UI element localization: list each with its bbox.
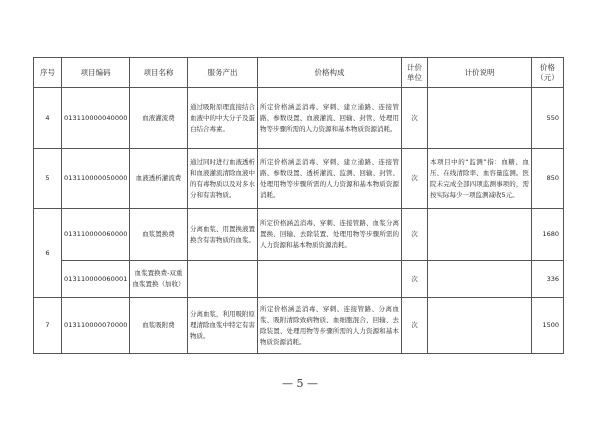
header-note: 计价说明 <box>428 58 532 88</box>
cell-output <box>188 261 258 298</box>
cell-code: 013110000050000 <box>62 149 130 209</box>
cell-unit: 次 <box>402 88 428 149</box>
cell-note <box>428 298 532 354</box>
header-code: 项目编码 <box>62 58 130 88</box>
cell-name: 血液灌流费 <box>130 88 188 149</box>
table-row <box>34 209 564 261</box>
cell-note <box>428 88 532 149</box>
cell-price: 1500 <box>532 298 564 354</box>
cell-output: 通过吸附原理直接结合血液中的中大分子及蛋白结合毒素。 <box>188 88 258 149</box>
cell-output: 通过同时进行血液透析和血液灌流清除血液中的有毒物质以及对多水分和有害物质。 <box>188 149 258 209</box>
cell-unit: 次 <box>402 298 428 354</box>
cell-price: 1680 <box>532 209 564 261</box>
cell-composition <box>258 261 402 298</box>
cell-seq: 7 <box>34 298 62 354</box>
cell-name: 血液透析灌流费 <box>130 149 188 209</box>
cell-seq: 6 <box>34 209 62 298</box>
cell-seq: 5 <box>34 149 62 209</box>
cell-note: 本项目中的“监测”指：血糖、血压、在线清除率、血容量监测。医院未完成全部四项监测事项的，需按实际每少一项监测减收5元。 <box>428 149 532 209</box>
header-composition: 价格构成 <box>258 58 402 88</box>
cell-composition: 所定价格涵盖消毒、穿刺、连接管路、分离血浆、吸附清除致病物质、血细胞混合、回输、去除装置、处理用物等步骤所需的人力资源和基本物质资源消耗。 <box>258 298 402 354</box>
pricing-table <box>33 57 564 354</box>
cell-unit: 次 <box>402 261 428 298</box>
table-row <box>34 149 564 209</box>
table-row <box>34 298 564 354</box>
table-row <box>34 88 564 149</box>
cell-name: 血浆置换费 <box>130 209 188 261</box>
cell-price: 850 <box>532 149 564 209</box>
cell-output: 分离血浆，利用吸附原理清除血浆中特定有害物质。 <box>188 298 258 354</box>
table-header-row <box>34 58 564 88</box>
cell-code: 013110000040000 <box>62 88 130 149</box>
header-output: 服务产出 <box>188 58 258 88</box>
cell-unit: 次 <box>402 209 428 261</box>
cell-code: 013110000060000 <box>62 209 130 261</box>
header-seq: 序号 <box>34 58 62 88</box>
cell-unit: 次 <box>402 149 428 209</box>
cell-composition: 所定价格涵盖消毒、穿刺、建立通路、连接管路、参数设置、透析灌流、监测、回输、封管、处理用物等步骤所需的人力资源和基本物质资源消耗。 <box>258 149 402 209</box>
page-number: — 5 — <box>282 377 318 390</box>
cell-code: 013110000060001 <box>62 261 130 298</box>
cell-output: 分离血浆、用置换液置换含有害物质的血浆。 <box>188 209 258 261</box>
cell-name: 血浆置换费-双重血浆置换（加收） <box>130 261 188 298</box>
header-unit: 计价单位 <box>402 58 428 88</box>
cell-composition: 所定价格涵盖消毒、穿刺、连接管路、血浆分离置换、回输、去除装置、处理用物等步骤所需的人力资源和基本物质资源消耗。 <box>258 209 402 261</box>
header-price: 价格（元） <box>532 58 564 88</box>
table-row <box>34 261 564 298</box>
cell-name: 血浆吸附费 <box>130 298 188 354</box>
cell-price: 336 <box>532 261 564 298</box>
cell-code: 013110000070000 <box>62 298 130 354</box>
cell-note <box>428 209 532 261</box>
header-name: 项目名称 <box>130 58 188 88</box>
cell-seq: 4 <box>34 88 62 149</box>
cell-price: 550 <box>532 88 564 149</box>
cell-note <box>428 261 532 298</box>
cell-composition: 所定价格涵盖消毒、穿刺、建立通路、连接管路、参数设置、血液灌流、回输、封管、处理用物等步骤所需的人力资源和基本物质资源消耗。 <box>258 88 402 149</box>
